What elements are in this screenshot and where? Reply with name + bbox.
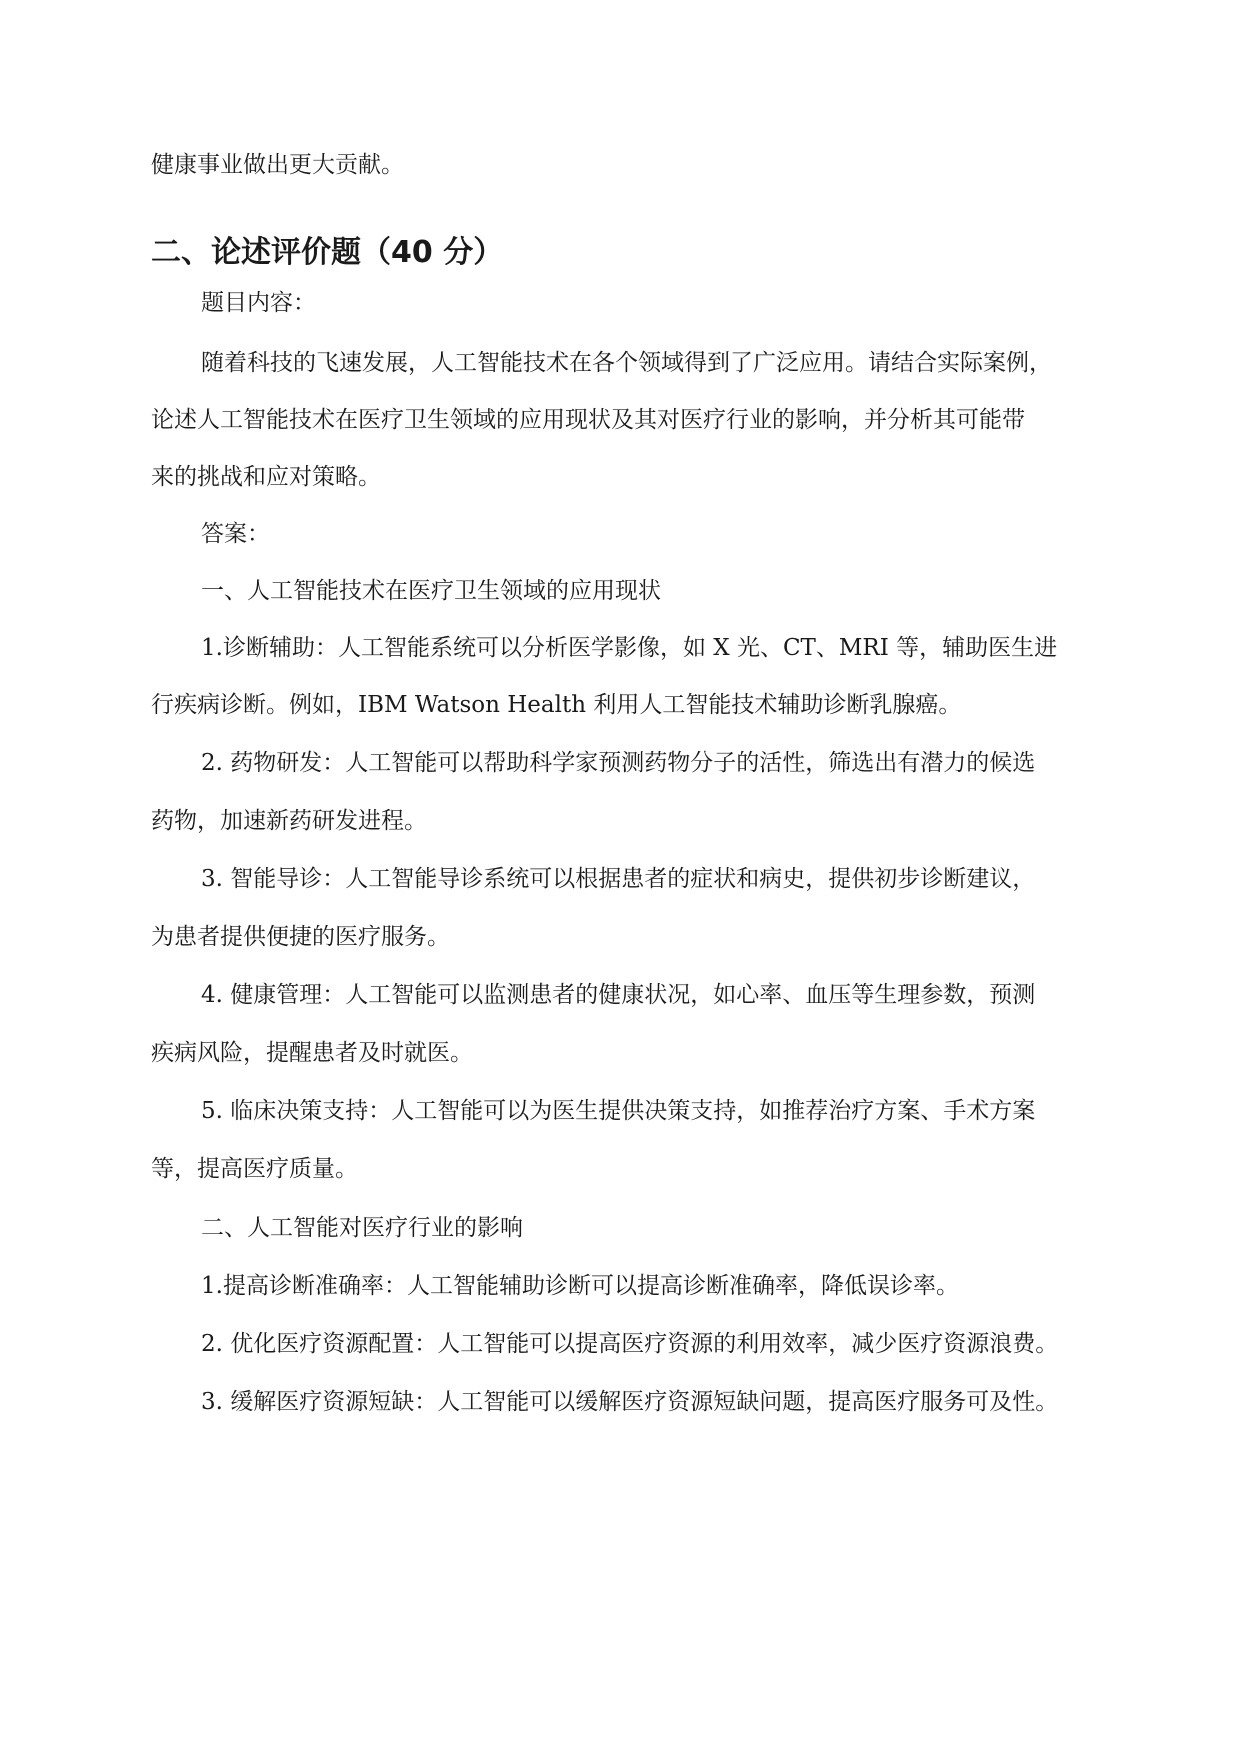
intro-tail-text: 健康事业做出更大贡献。: [151, 152, 404, 178]
part1-item5-line1: 5. 临床决策支持：人工智能可以为医生提供决策支持，如推荐治疗方案、手术方案: [201, 1098, 1036, 1124]
part2-item3: 3. 缓解医疗资源短缺：人工智能可以缓解医疗资源短缺问题，提高医疗服务可及性。: [201, 1389, 1059, 1415]
part1-item5-line2: 等，提高医疗质量。: [151, 1156, 358, 1182]
part1-item3-line1: 3. 智能导诊：人工智能导诊系统可以根据患者的症状和病史，提供初步诊断建议，: [201, 866, 1036, 892]
section-heading: 二、论述评价题（40 分）: [151, 235, 504, 270]
part2-item2: 2. 优化医疗资源配置：人工智能可以提高医疗资源的利用效率，减少医疗资源浪费。: [201, 1331, 1059, 1357]
part1-item3-line2: 为患者提供便捷的医疗服务。: [151, 924, 450, 950]
part1-item4-line1: 4. 健康管理：人工智能可以监测患者的健康状况，如心率、血压等生理参数，预测: [201, 982, 1036, 1008]
part2-item1: 1.提高诊断准确率：人工智能辅助诊断可以提高诊断准确率，降低误诊率。: [201, 1273, 959, 1299]
part1-item2-line2: 药物，加速新药研发进程。: [151, 808, 427, 834]
question-line-1: 随着科技的飞速发展，人工智能技术在各个领域得到了广泛应用。请结合实际案例，: [201, 350, 1052, 376]
question-label: 题目内容：: [201, 290, 316, 316]
part1-item1-line1: 1.诊断辅助：人工智能系统可以分析医学影像，如 X 光、CT、MRI 等，辅助医生进: [201, 635, 1058, 661]
part1-item4-line2: 疾病风险，提醒患者及时就医。: [151, 1040, 473, 1066]
part1-item1-line2: 行疾病诊断。例如，IBM Watson Health 利用人工智能技术辅助诊断乳腺癌。: [151, 692, 962, 718]
part1-item2-line1: 2. 药物研发：人工智能可以帮助科学家预测药物分子的活性，筛选出有潜力的候选: [201, 750, 1036, 776]
part1-heading: 一、人工智能技术在医疗卫生领域的应用现状: [201, 578, 661, 604]
question-line-3: 来的挑战和应对策略。: [151, 464, 381, 490]
part2-heading: 二、人工智能对医疗行业的影响: [201, 1215, 523, 1241]
answer-label: 答案：: [201, 521, 270, 547]
question-line-2: 论述人工智能技术在医疗卫生领域的应用现状及其对医疗行业的影响，并分析其可能带: [151, 407, 1025, 433]
